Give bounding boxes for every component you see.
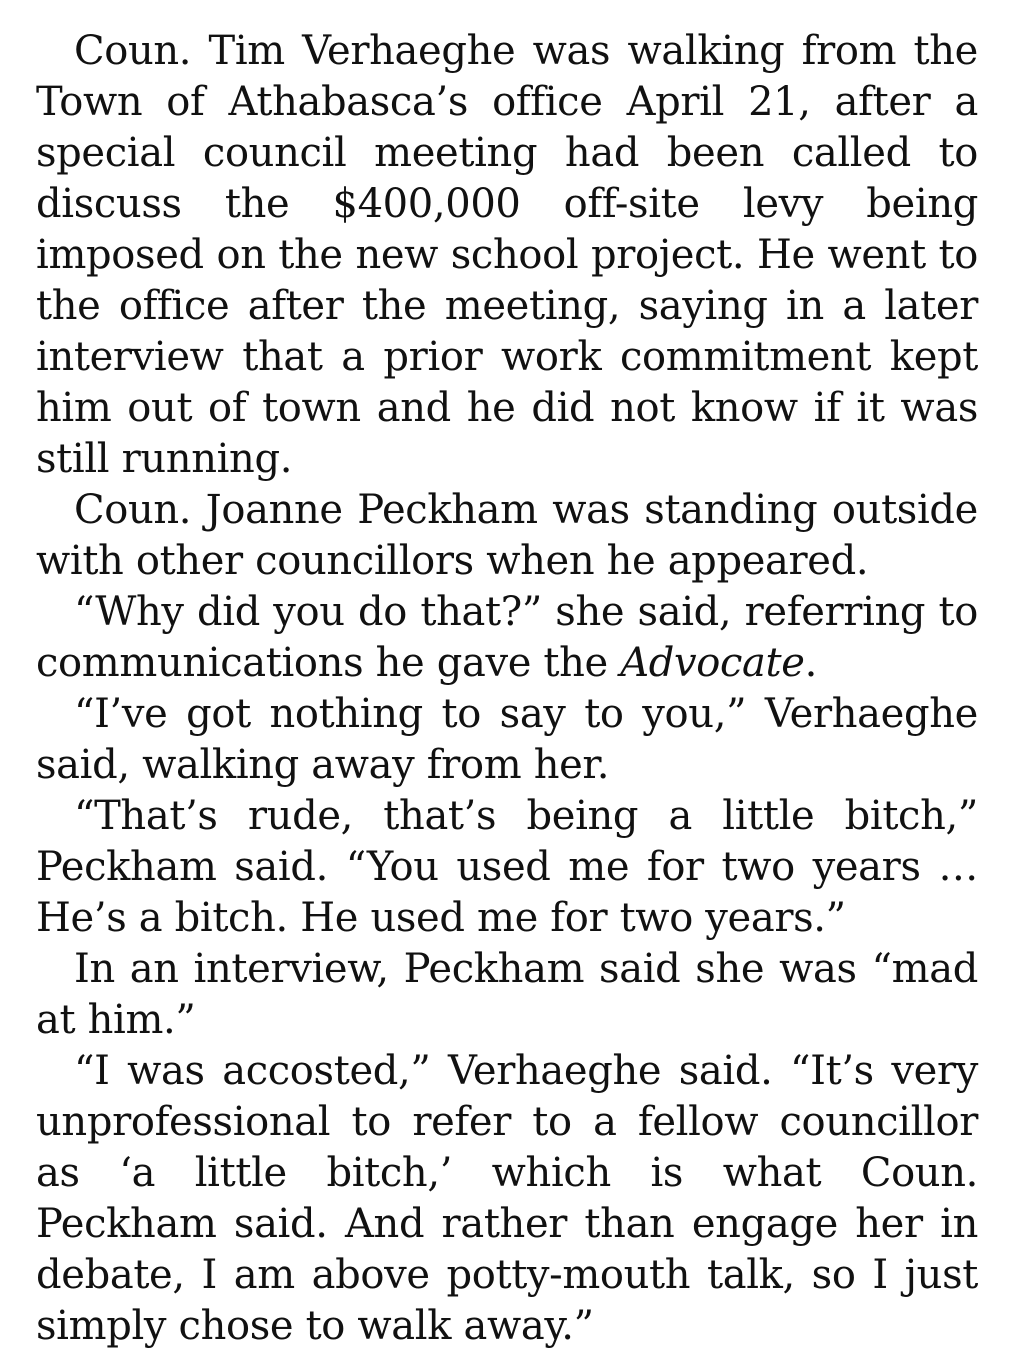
paragraph: Coun. Joanne Peckham was standing outside with other councillors when he appeared.: [36, 487, 978, 584]
paragraph-text: .: [804, 640, 817, 686]
paragraph: [36, 587, 978, 689]
paragraph: Coun. Tim Verhaeghe was walking from the Town of Athabasca’s office April 21, after a special council meeting had been called to discuss the $400,000 off-site levy being imposed on the new school project. He went to the office after the meeting, saying in a later interview that a prior work commitment kept him out of town and he did not know if it was still running.: [36, 28, 978, 482]
paragraph: “I was accosted,” Verhaeghe said. “It’s very unprofessional to refer to a fellow councillor as ‘a little bitch,’ which is what Coun. Peckham said. And rather than engage her in debate, I am above potty-mouth talk, so I just simply chose to walk away.”: [36, 1048, 978, 1349]
paragraph-text: “Why did you do that?” she said, referring to communications he gave the: [36, 589, 978, 686]
paragraph: “That’s rude, that’s being a little bitch,” Peckham said. “You used me for two years … He’s a bitch. He used me for two years.”: [36, 793, 978, 941]
article-body: [36, 26, 978, 1352]
paragraph: In an interview, Peckham said she was “mad at him.”: [36, 946, 978, 1043]
publication-name: Advocate: [620, 640, 805, 686]
paragraph: “I’ve got nothing to say to you,” Verhaeghe said, walking away from her.: [36, 691, 978, 788]
